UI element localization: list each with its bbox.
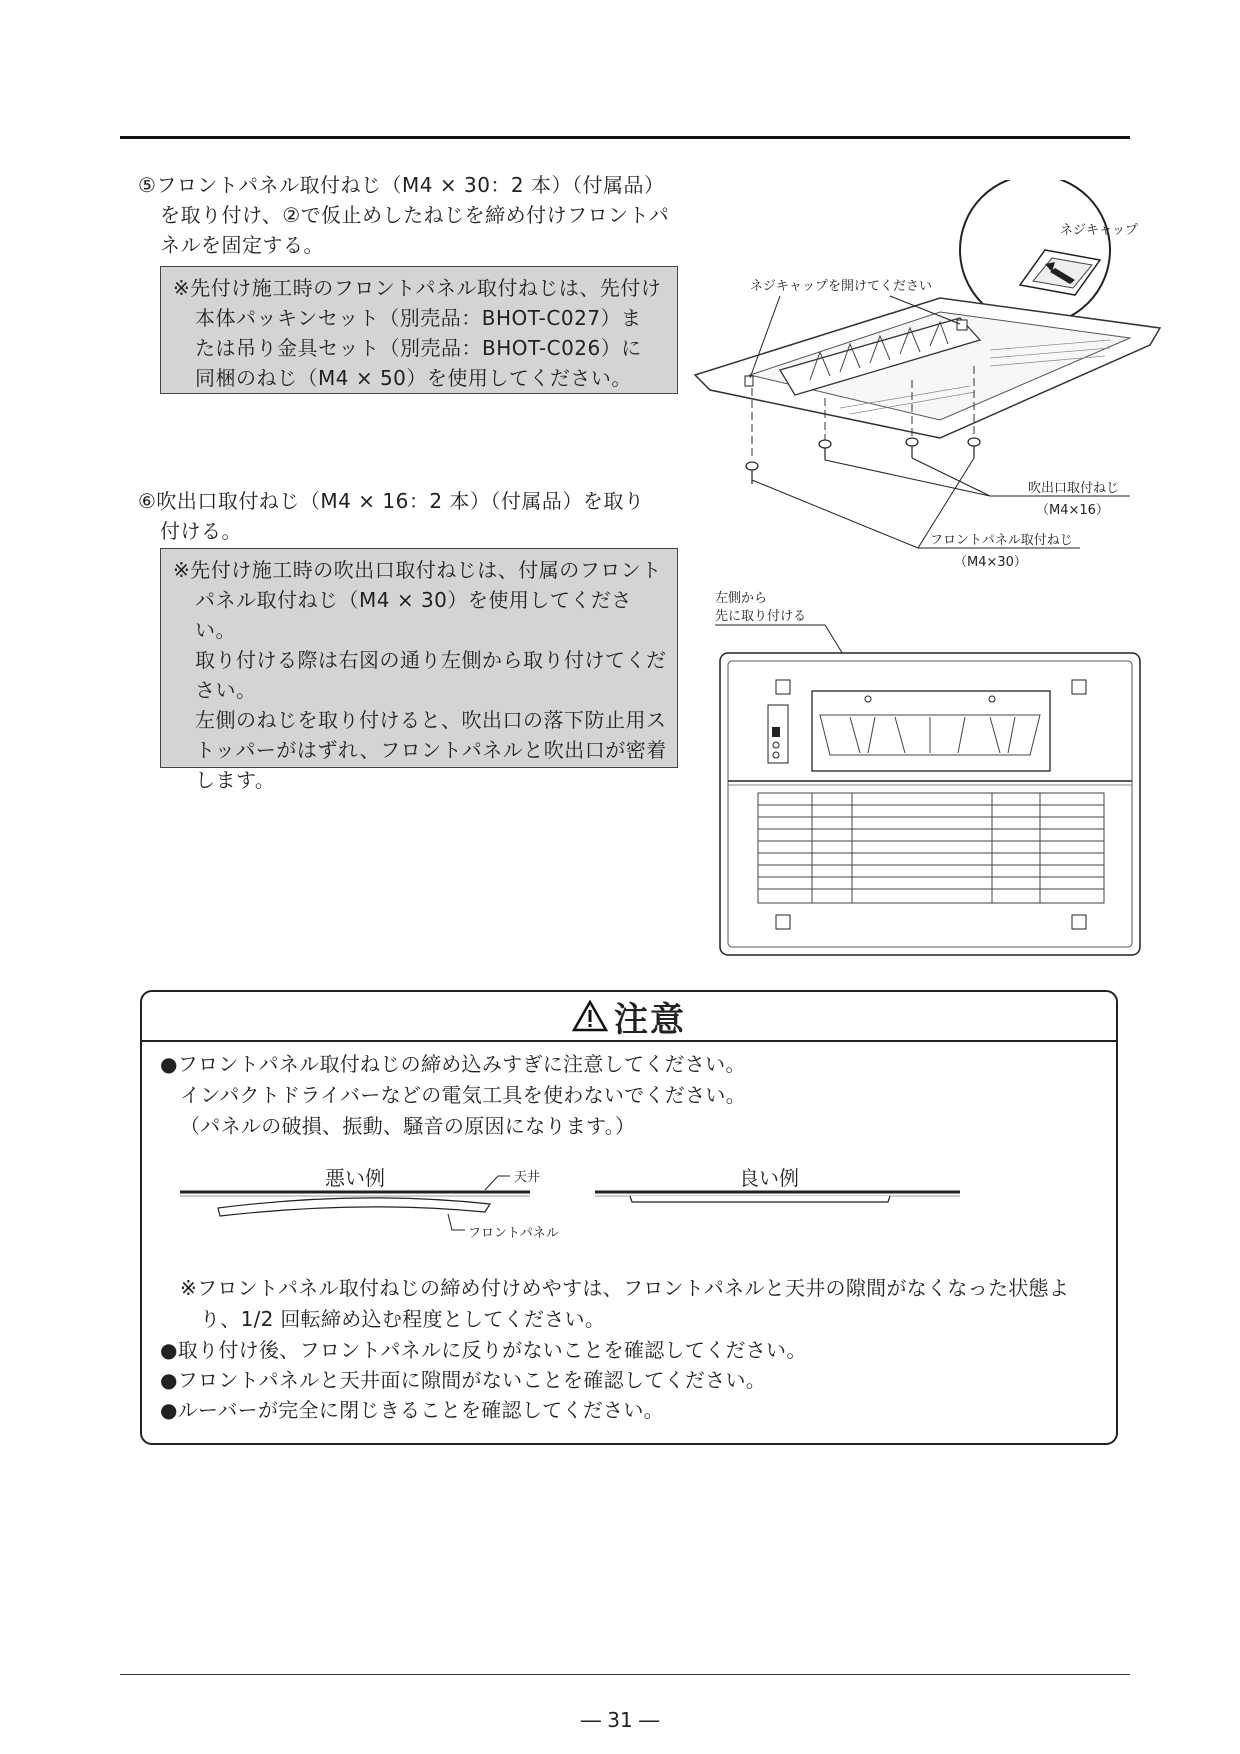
outlet-screw-size: （M4×16） <box>1036 503 1109 518</box>
panel-screw-size: （M4×30） <box>954 555 1027 570</box>
caution-header <box>142 992 1116 1042</box>
step5-line3: ネルを固定する。 <box>160 233 324 257</box>
outlet-front <box>812 691 1050 771</box>
left-first-label-1: 左側から <box>715 591 768 606</box>
header-rule <box>120 136 1130 139</box>
cap-right <box>957 320 967 330</box>
step6-note-box <box>160 548 678 792</box>
caution-bullet1-line1: ●フロントパネル取付ねじの締め込みすぎに注意してください。 <box>160 1052 746 1076</box>
step6-note-line5: 左側のねじを取り付けると、吹出口の落下防止用ス <box>195 708 667 732</box>
caution-bullet2: ●取り付け後、フロントパネルに反りがないことを確認してください。 <box>160 1338 807 1362</box>
caution-note-line2: り、1/2 回転締め込む程度としてください。 <box>200 1307 606 1331</box>
open-cap-label: ネジキャップを開けてください <box>750 279 933 294</box>
screw-2 <box>819 440 831 460</box>
step6-text <box>138 486 698 546</box>
step6-line2: 付ける。 <box>160 519 242 543</box>
step6-note-line7: します。 <box>195 768 276 792</box>
flat-panel <box>630 1196 890 1202</box>
panel-label: フロントパネル <box>468 1226 559 1241</box>
step5-note-line3: たは吊り金具セット（別売品：BHOT-C026）に <box>195 336 642 360</box>
step5-line1: ⑤フロントパネル取付ねじ（M4 × 30：2 本）（付属品） <box>138 173 665 197</box>
screw-1 <box>746 462 758 484</box>
step5-note-line2: 本体パッキンセット（別売品：BHOT-C027）ま <box>195 306 642 330</box>
caution-bullet4: ●ルーバーが完全に閉じきることを確認してください。 <box>160 1398 664 1422</box>
caution-note-line1: ※フロントパネル取付ねじの締め付けめやすは、フロントパネルと天井の隙間がなくなった状態よ <box>180 1276 1070 1300</box>
step6-note-line1: ※先付け施工時の吹出口取付ねじは、付属のフロント <box>173 558 662 582</box>
step6-line1: ⑥吹出口取付ねじ（M4 × 16：2 本）（付属品）を取り <box>138 489 645 513</box>
step6-note-line3: 取り付ける際は右図の通り左側から取り付けてくだ <box>195 648 667 672</box>
step5-note-line1: ※先付け施工時のフロントパネル取付ねじは、先付け <box>173 276 662 300</box>
step5-line2: を取り付け、②で仮止めしたねじを締め付けフロントパ <box>160 203 670 227</box>
caution-title: 注意 <box>614 999 686 1040</box>
caution-bullet3: ●フロントパネルと天井面に隙間がないことを確認してください。 <box>160 1368 767 1392</box>
ceiling-label: 天井 <box>514 1170 541 1185</box>
panel-examples <box>180 1162 960 1252</box>
step5-note-line4: 同梱のねじ（M4 × 50）を使用してください。 <box>195 366 632 390</box>
warning-icon <box>572 1000 608 1032</box>
outlet-screw-label: 吹出口取付ねじ <box>1028 481 1120 496</box>
step5-text <box>138 170 698 260</box>
step6-note-line2: パネル取付ねじ（M4 × 30）を使用してください。 <box>195 588 632 642</box>
good-example-label: 良い例 <box>739 1166 799 1190</box>
screw-4 <box>968 438 980 458</box>
cap-label: ネジキャップ <box>1060 223 1139 238</box>
caution-bullet1-line2: インパクトドライバーなどの電気工具を使わないでください。 <box>180 1083 746 1107</box>
step5-note-box <box>160 266 678 394</box>
left-first-label-2: 先に取り付ける <box>715 609 807 624</box>
bent-panel <box>218 1198 490 1216</box>
screw-3 <box>906 438 918 458</box>
bad-example-label: 悪い例 <box>325 1166 385 1190</box>
cap-left <box>745 376 753 386</box>
caution-bullet1-line3: （パネルの破損、振動、騒音の原因になります。） <box>180 1114 636 1138</box>
caution-box <box>140 990 1118 1445</box>
step6-note-line6: トッパーがはずれ、フロントパネルと吹出口が密着 <box>195 738 667 762</box>
page-number: ― 31 ― <box>580 1708 660 1732</box>
step6-note-line4: さい。 <box>195 678 257 702</box>
front-view-diagram <box>700 585 1145 960</box>
panel-screw-label: フロントパネル取付ねじ <box>930 533 1073 548</box>
intake-grille <box>758 793 1104 903</box>
footer-rule <box>120 1674 1130 1675</box>
panel-screw-diagram <box>690 180 1170 580</box>
